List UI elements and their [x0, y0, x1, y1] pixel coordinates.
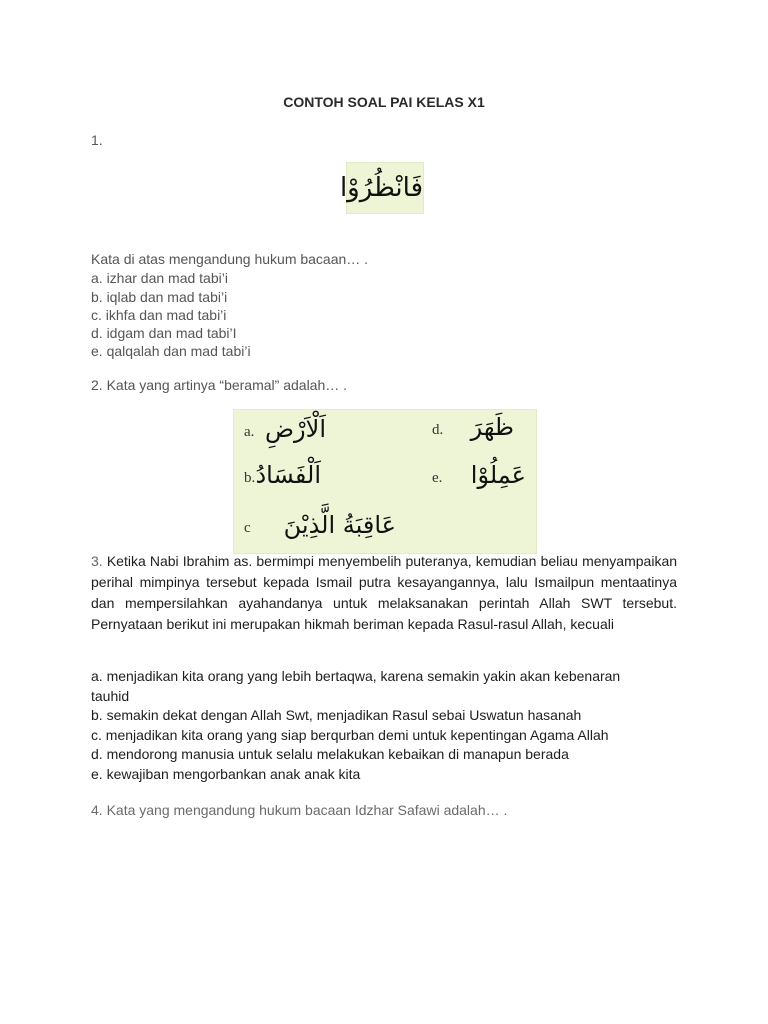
q2-option-d-arabic: ظَهَرَ	[470, 413, 514, 441]
q1-number: 1.	[91, 132, 103, 148]
q2-option-a-arabic: اَلْاَرْضِ	[265, 415, 326, 443]
q2-options-image	[233, 409, 537, 554]
q2-option-c-arabic: عَاقِبَةُ الَّذِيْنَ	[283, 511, 396, 539]
q1-option-d: d. idgam dan mad tabi’I	[91, 325, 237, 341]
q3-question-text: Ketika Nabi Ibrahim as. bermimpi menyembelih puteranya, kemudian beliau menyampaikan perihal mimpinya tersebut kepada Ismail putra kesayangannya, lalu Ismailpun mentaatinya dan mempersilahkan ayahandanya untuk melaksanakan perintah Allah SWT tersebut. Pernyataan berikut ini merupakan hikmah beriman kepada Rasul-rasul Allah, kecuali	[91, 553, 678, 632]
q2-option-a-letter: a.	[244, 424, 255, 440]
q2-option-d-letter: d.	[432, 422, 444, 438]
q2-option-e-arabic: عَمِلُوْا	[470, 461, 526, 489]
q2-option-c-letter: c	[244, 520, 251, 536]
q1-question: Kata di atas mengandung hukum bacaan… .	[91, 251, 369, 267]
q2-option-e-letter: e.	[432, 470, 443, 486]
q3-option-a: a. menjadikan kita orang yang lebih bertaqwa, karena semakin yakin akan kebenaran	[91, 668, 621, 684]
q1-option-c: c. ikhfa dan mad tabi’i	[91, 307, 227, 323]
q3-option-d: d. mendorong manusia untuk selalu melakukan kebaikan di manapun berada	[91, 746, 569, 762]
q2-option-b-letter: b.	[244, 470, 256, 486]
q3-option-c: c. menjadikan kita orang yang siap berqurban demi untuk kepentingan Agama Allah	[91, 726, 609, 743]
q3-option-b: b. semakin dekat dengan Allah Swt, menjadikan Rasul sebai Uswatun hasanah	[91, 707, 582, 723]
q3-option-e: e. kewajiban mengorbankan anak anak kita	[91, 765, 361, 782]
page-title: CONTOH SOAL PAI KELAS X1	[283, 94, 485, 110]
q3-question	[91, 551, 677, 635]
q1-arabic-image: فَانْظُرُوْا	[346, 162, 424, 214]
q1-option-e: e. qalqalah dan mad tabi’i	[91, 343, 251, 359]
q3-number: 3.	[91, 553, 103, 569]
q2-option-b-arabic: اَلْفَسَادُ	[255, 461, 321, 489]
q3-option-a-cont: tauhid	[91, 687, 130, 704]
q3-options	[91, 667, 620, 784]
q1-option-a: a. izhar dan mad tabi’i	[91, 270, 228, 286]
q1-option-b: b. iqlab dan mad tabi’i	[91, 289, 228, 305]
q2-question: 2. Kata yang artinya “beramal” adalah… .	[91, 377, 348, 393]
q4-question: 4. Kata yang mengandung hukum bacaan Idzhar Safawi adalah… .	[91, 802, 508, 818]
